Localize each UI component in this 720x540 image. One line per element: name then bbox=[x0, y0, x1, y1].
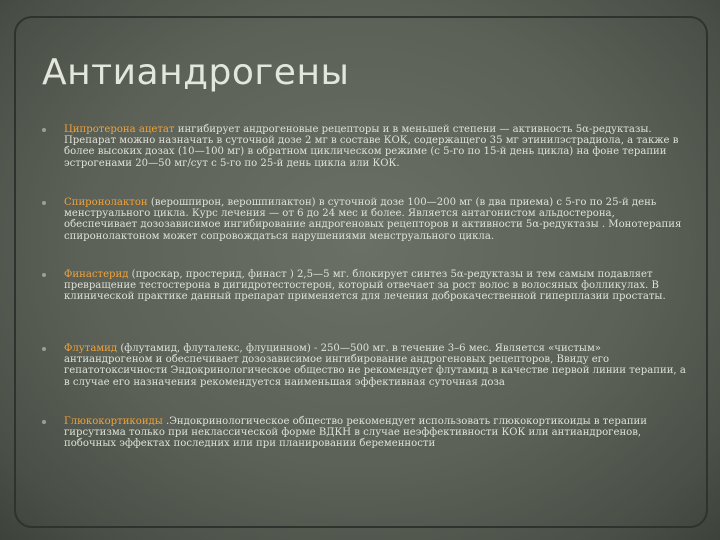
bullet-icon bbox=[42, 420, 46, 424]
item-term: Финастерид bbox=[64, 269, 129, 280]
slide-title: Антиандрогены bbox=[42, 52, 350, 93]
list-item bbox=[64, 269, 686, 303]
item-text: (флутамид, флуталекс, флуцинном) - 250—500 мг. в течение 3–6 мес. Является «чистым» антиандрогеном и обеспечивает дозозависимое ингибирование андрогеновых рецепторов, Ввиду его гепатотоксичности Эндокринологическое общество не рекомендует флутамид в качестве первой линии терапии, а в случае его назначения рекомендуется наименьшая эффективная суточная доза bbox=[64, 343, 686, 388]
list-item bbox=[64, 124, 686, 169]
list-item bbox=[64, 343, 686, 388]
list-item bbox=[64, 197, 686, 242]
item-text: (проскар, простерид, финаст ) 2,5—5 мг. блокирует синтез 5α-редуктазы и тем самым подавляет превращение тестостерона в дигидротестостерон, который отвечает за рост волос в волосяных фолликулах. В клинической практике данный препарат применяется для лечения доброкачественной гиперплазии простаты. bbox=[64, 269, 666, 303]
item-text: ингибирует андрогеновые рецепторы и в меньшей степени — активность 5α-редуктазы. Препарат можно назначать в суточной дозе 2 мг в составе КОК, содержащего 35 мг этинилэстрадиола, а также в более высоких дозах (10—100 мг) в обратном циклическом режиме (с 5-го по 15-й день цикла) на фоне терапии эстрогенами 20—50 мг/сут с 5-го по 25-й день цикла или КОК. bbox=[64, 124, 679, 169]
item-term: Ципротерона ацетат bbox=[64, 124, 175, 135]
bullet-icon bbox=[42, 347, 46, 351]
item-term: Спиронолактон bbox=[64, 197, 148, 208]
item-text: (верошпирон, верошпилактон) в суточной дозе 100—200 мг (в два приема) с 5-го по 25-й день менструального цикла. Курс лечения — от 6 до 24 мес и более. Является антагонистом альдостерона, обеспечивает дозозависимое ингибирование андрогеновых рецепторов и активности 5α-редуктазы . Монотерапия спиронолактоном может сопровождаться нарушениями менструального цикла. bbox=[64, 197, 682, 242]
bullet-icon bbox=[42, 128, 46, 132]
list-item bbox=[64, 416, 686, 450]
bullet-icon bbox=[42, 201, 46, 205]
item-text: .Эндокринологическое общество рекомендует использовать глюкокортикоиды в терапии гирсутизма только при неклассической форме ВДКН в случае неэффективности КОК или антиандрогенов, побочных эффектах последних или при планировании беременности bbox=[64, 416, 648, 450]
item-term: Глюкокортикоиды bbox=[64, 416, 163, 427]
item-term: Флутамид bbox=[64, 343, 118, 354]
bullet-icon bbox=[42, 273, 46, 277]
